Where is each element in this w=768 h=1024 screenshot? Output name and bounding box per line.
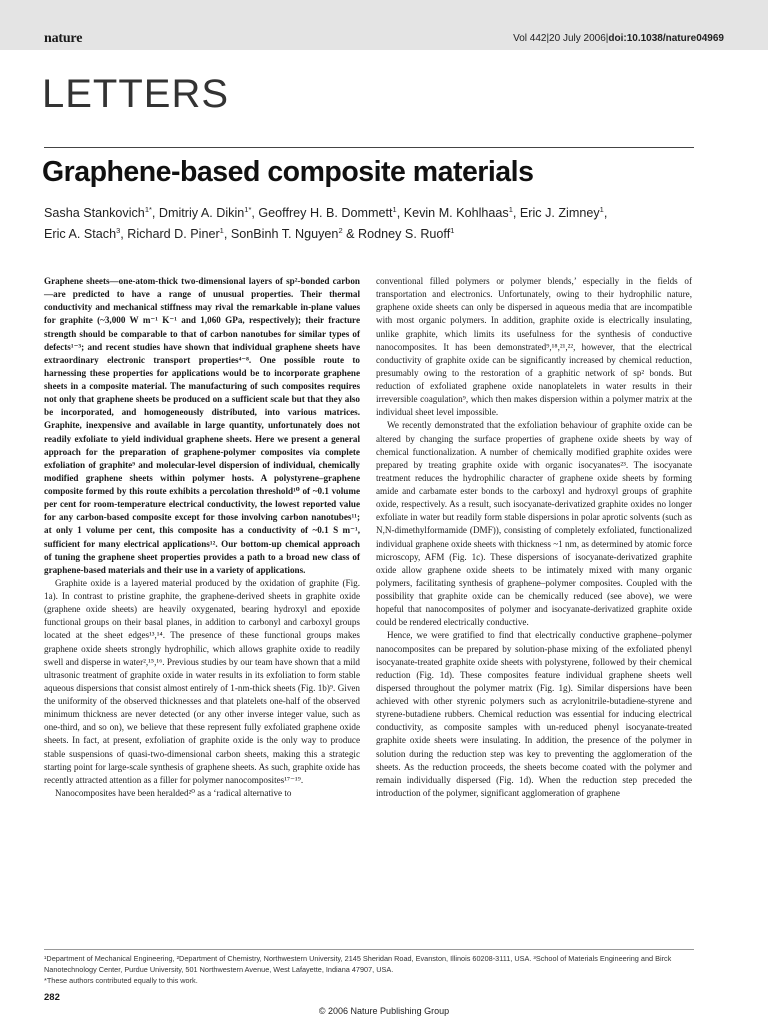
author-name: Rodney S. Ruoff xyxy=(358,227,451,241)
body-paragraph: Graphite oxide is a layered material produced by the oxidation of graphite (Fig. 1a). In contrast to pristine graphite, the graphene-derived sheets in graphite oxide (graphene oxide sheets) are heavily oxygenated, bearing hydroxyl and epoxide functional groups on their basal planes, in addition to carbonyl and carboxyl groups located at the sheet edges¹³,¹⁴. The presence of these functional groups makes graphene oxide sheets strongly hydrophilic, which allows graphite oxide to readily swell and disperse in water²,¹⁵,¹⁶. Previous studies by our team have shown that a mild ultrasonic treatment of graphite oxide in water results in its exfoliation to form stable aqueous dispersions that consist almost entirely of 1-nm-thick sheets (Fig. 1b)⁹. Given the uniformity of the observed thicknesses and that platelets one-half of the observed minimum thickness are never detected (or any other inverse integer value, such as one-third, and so on), we believe that these represent fully exfoliated graphene oxide sheets. In fact, at present, exfoliation of graphite oxide is the only way to produce stable suspensions of quasi-two-dimensional carbon sheets, making this a strategic starting point for large-scale synthesis of graphene sheets. As such, graphite oxide has recently attracted attention as a filler for polymer nanocomposites¹⁷⁻¹⁹. xyxy=(44,577,360,785)
body-paragraph: Hence, we were gratified to find that electrically conductive graphene–polymer nanocomposites can be prepared by solution-phase mixing of the exfoliated phenyl isocyanate-treated graphite oxide sheets with polystyrene, followed by their chemical reduction (Fig. 1d). These composites feature individual graphene sheets well dispersed throughout the polymer matrix (Fig. 1g). Similar dispersions have been achieved with other styrenic polymers such as acrylonitrile-butadiene-styrene and styrene-butadiene rubbers. Chemical reduction was essential for inducing electrical conductivity, as composite samples with un-reduced phenyl isocyanate-treated graphite oxide sheets were insulating. In addition, the presence of the polymer in solution during the reduction step was key to preventing the agglomeration of the sheets. As the reduction proceeds, the sheets become coated with the polymer and remain individually dispersed (Fig. 1d). When the reduction step preceded the introduction of the polymer, significant agglomeration of graphene xyxy=(376,630,692,798)
author-name: SonBinh T. Nguyen xyxy=(230,227,339,241)
author-name: Eric A. Stach xyxy=(44,227,117,241)
author-list: Sasha Stankovich$^{1*}$, Dmitriy A. Dikin$^{1*}$, Geoffrey H. B. Dommett$^1$, Kevin M. Kohlhaas$^1$, Eric J. Zimney$^1$, Eric A. Stach$^3$, Richard D. Piner$^1$, SonBinh T. Nguyen$^2$ & Rodney S. Ruoff$^1$ xyxy=(44,204,608,241)
article-title: Graphene-based composite materials xyxy=(42,156,534,188)
left-column xyxy=(44,275,360,800)
equal-contribution-note: *These authors contributed equally to this work. xyxy=(44,976,198,985)
author-affiliation-mark: 1 xyxy=(508,204,513,214)
body-paragraph: Nanocomposites have been heralded²⁰ as a ‘radical alternative to xyxy=(55,787,292,798)
doi-link[interactable]: doi:10.1038/nature04969 xyxy=(608,33,724,44)
author-name: Geoffrey H. B. Dommett xyxy=(258,206,393,220)
author-affiliation-mark: 1 xyxy=(599,204,604,214)
author-name: Sasha Stankovich xyxy=(44,206,145,220)
abstract: Graphene sheets—one-atom-thick two-dimensional layers of sp²-bonded carbon—are predicted to have a range of unusual properties. Their thermal conductivity and mechanical stiffness may rival the remarkable in-plane values for graphite (~3,000 W m⁻¹ K⁻¹ and 1,060 GPa, respectively); their fracture strength should be comparable to that of carbon nanotubes for similar types of defects¹⁻³; and recent studies have shown that individual graphene sheets have extraordinary electronic transport properties⁴⁻⁸. One possible route to harnessing these properties for applications would be to incorporate graphene sheets in a composite material. The manufacturing of such composites requires not only that graphene sheets be produced on a sufficient scale but that they also be incorporated, and homogeneously distributed, into various matrices. Graphite, inexpensive and available in large quantity, unfortunately does not readily exfoliate to yield individual graphene sheets. Here we present a general approach for the preparation of graphene-polymer composites via complete exfoliation of graphite⁹ and molecular-level dispersion of individual, chemically modified graphene sheets within polymer hosts. A polystyrene–graphene composite formed by this route exhibits a percolation threshold¹⁰ of ~0.1 volume per cent for room-temperature electrical conductivity, the lowest reported value for any carbon-based composite except for those involving carbon nanotubes¹¹; at only 1 volume per cent, this composite has a conductivity of ~0.1 S m⁻¹, sufficient for many electrical applications¹². Our bottom-up chemical approach of tuning the graphene sheet properties provides a path to a broad new class of graphene-based materials and their use in a variety of applications. xyxy=(44,276,360,575)
author-affiliation-mark: 1 xyxy=(392,204,397,214)
title-divider xyxy=(44,147,694,148)
author-name: Eric J. Zimney xyxy=(519,206,600,220)
copyright-notice: © 2006 Nature Publishing Group xyxy=(318,1006,450,1016)
journal-header-bar xyxy=(0,0,768,50)
author-affiliation-mark: 1* xyxy=(244,204,252,214)
journal-name: nature xyxy=(44,31,83,46)
footnote-divider xyxy=(44,949,694,950)
author-affiliation-mark: 1 xyxy=(219,225,224,235)
author-affiliation-mark: 2 xyxy=(338,225,343,235)
author-name: Dmitriy A. Dikin xyxy=(158,206,245,220)
author-name: Kevin M. Kohlhaas xyxy=(403,206,509,220)
author-affiliation-mark: 3 xyxy=(116,225,121,235)
citation-line xyxy=(513,33,724,44)
section-heading: LETTERS xyxy=(42,72,230,116)
page-number: 282 xyxy=(44,992,60,1003)
citation-prefix: Vol 442|20 July 2006| xyxy=(513,33,609,44)
author-affiliation-mark: 1* xyxy=(144,204,152,214)
affiliations-note: ¹Department of Mechanical Engineering, ²Department of Chemistry, Northwestern University, 2145 Sheridan Road, Evanston, Illinois 60208-3111, USA. ³School of Materials Engineering and Birck Nanotechnology Center, Purdue University, 501 Northwestern Avenue, West Lafayette, Indiana 47907, USA. xyxy=(44,954,672,974)
right-column xyxy=(376,275,692,800)
body-paragraph: conventional filled polymers or polymer blends,’ especially in the fields of transportation and electronics. Unfortunately, owing to their hydrophilic nature, graphene oxide sheets can only be dispersed in aqueous media that are incompatible with most organic polymers. In addition, graphite oxide is electrically insulating, unlike graphite, which limits its usefulness for the synthesis of conductive nanocomposites. It has been demonstrated⁹,¹⁸,²¹,²², however, that the electrical conductivity of graphite oxide can be significantly increased by chemical reduction, presumably owing to the restoration of a graphitic network of sp² bonds. But reduction of exfoliated graphene oxide nanoplatelets in water results in their irreversible coagulation⁹, which then makes dispersion within a polymer matrix at the individual sheet level impossible. xyxy=(376,276,692,418)
footnotes xyxy=(44,953,694,986)
body-paragraph: We recently demonstrated that the exfoliation behaviour of graphite oxide can be altered by changing the surface properties of graphene oxide sheets by way of chemical functionalization. A number of chemically modified graphite oxides were prepared by treating graphite oxide with organic isocyanates²³. The isocyanate treatment reduces the hydrophilic character of graphene oxide sheets by forming amide and carbamate ester bonds to the carboxyl and hydroxyl groups of graphite oxide, respectively. As a result, such isocyanate-derivatized graphite oxides no longer exfoliate in water but readily form stable dispersions in polar aprotic solvents (such as N,N-dimethylformamide (DMF)), consisting of completely exfoliated, functionalized individual graphene oxide sheets with thickness ~1 nm, as determined by atomic force microscopy, AFM (Fig. 1c). These dispersions of isocyanate-derivatized graphite oxide allow graphene oxide sheets to be intimately mixed with many organic polymers, facilitating synthesis of graphene–polymer composites. Coupled with the possibility that graphite oxide can be chemically reduced (see above), we were hopeful that nanocomposites of polymer and isocyanate-derivatized graphite oxide could be rendered electrically conductive. xyxy=(376,420,692,628)
author-affiliation-mark: 1 xyxy=(450,225,455,235)
author-name: Richard D. Piner xyxy=(127,227,220,241)
